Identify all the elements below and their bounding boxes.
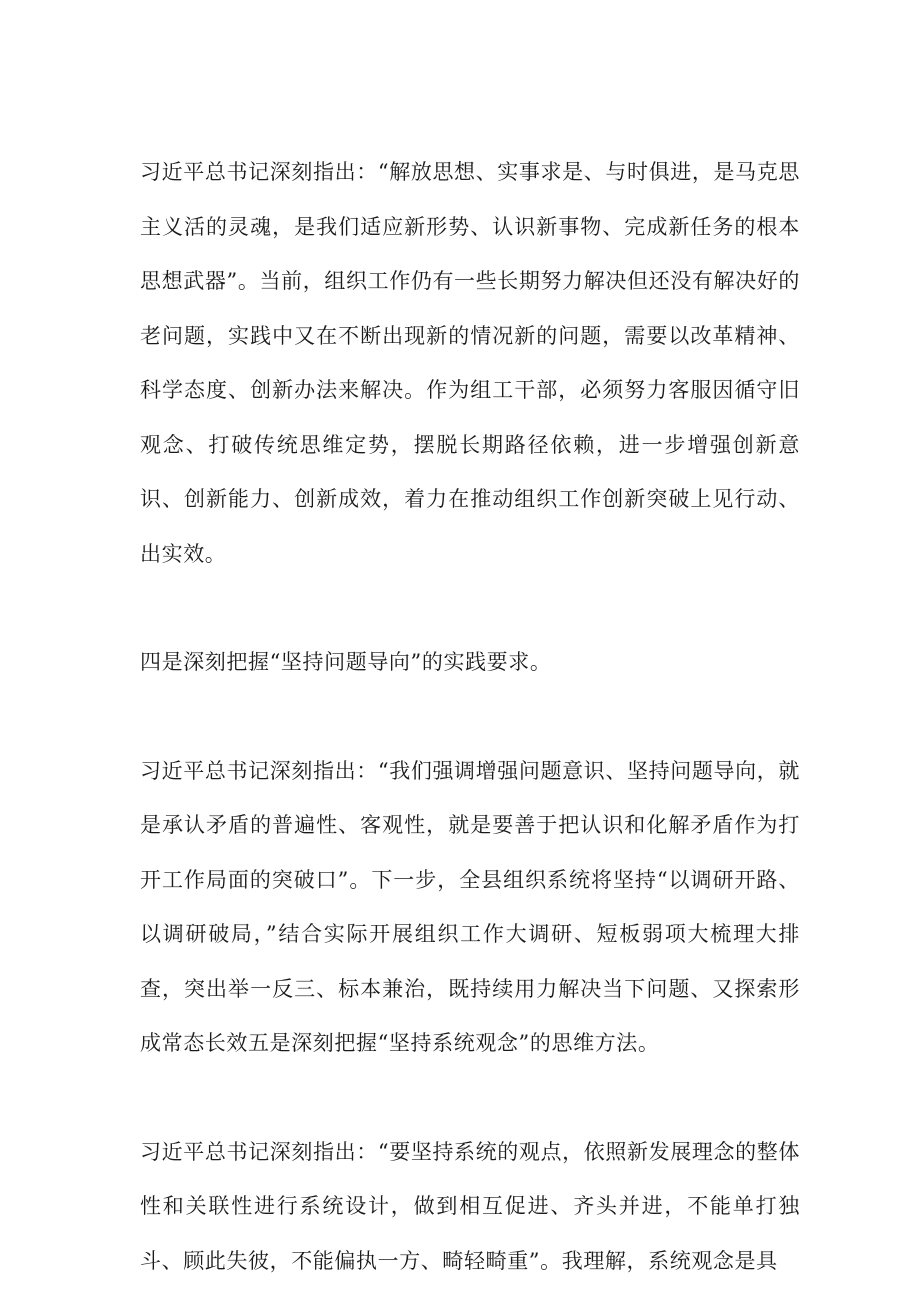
section-heading-4: 四是深刻把握“坚持问题导向”的实践要求。 (140, 650, 552, 674)
paragraph-gap (140, 581, 800, 635)
paragraph-1: 习近平总书记深刻指出：“解放思想、实事求是、与时俱进，是马克思主义活的灵魂，是我们适应新形势、认识新事物、完成新任务的根本思想武器”。当前，组织工作仍有一些长期努力解决但还没有解决好的老问题，实践中又在不断出现新的情况新的问题，需要以改革精神、科学态度、创新办法来解决。作为组工干部，必须努力客服因循守旧观念、打破传统思维定势，摆脱长期路径依赖，进一步增强创新意识、创新能力、创新成效，着力在推动组织工作创新突破上见行动、出实效。 (140, 160, 800, 566)
paragraph-3: 习近平总书记深刻指出：“要坚持系统的观点，依照新发展理念的整体性和关联性进行系统设计，做到相互促进、齐头并进，不能单打独斗、顾此失彼，不能偏执一方、畸轻畸重”。我理解，系统观念是具 (140, 1139, 800, 1273)
paragraph-gap (140, 690, 800, 744)
paragraph-2: 习近平总书记深刻指出：“我们强调增强问题意识、坚持问题导向，就是承认矛盾的普遍性、客观性，就是要善于把认识和化解矛盾作为打开工作局面的突破口”。下一步，全县组织系统将坚持“以调研开路、以调研破局，”结合实际开展组织工作大调研、短板弱项大梳理大排查，突出举一反三、标本兼治，既持续用力解决当下问题、又探索形成常态长效五是深刻把握“坚持系统观念”的思维方法。 (140, 758, 800, 1055)
paragraph-gap (140, 1071, 800, 1125)
document-body (140, 145, 800, 1288)
